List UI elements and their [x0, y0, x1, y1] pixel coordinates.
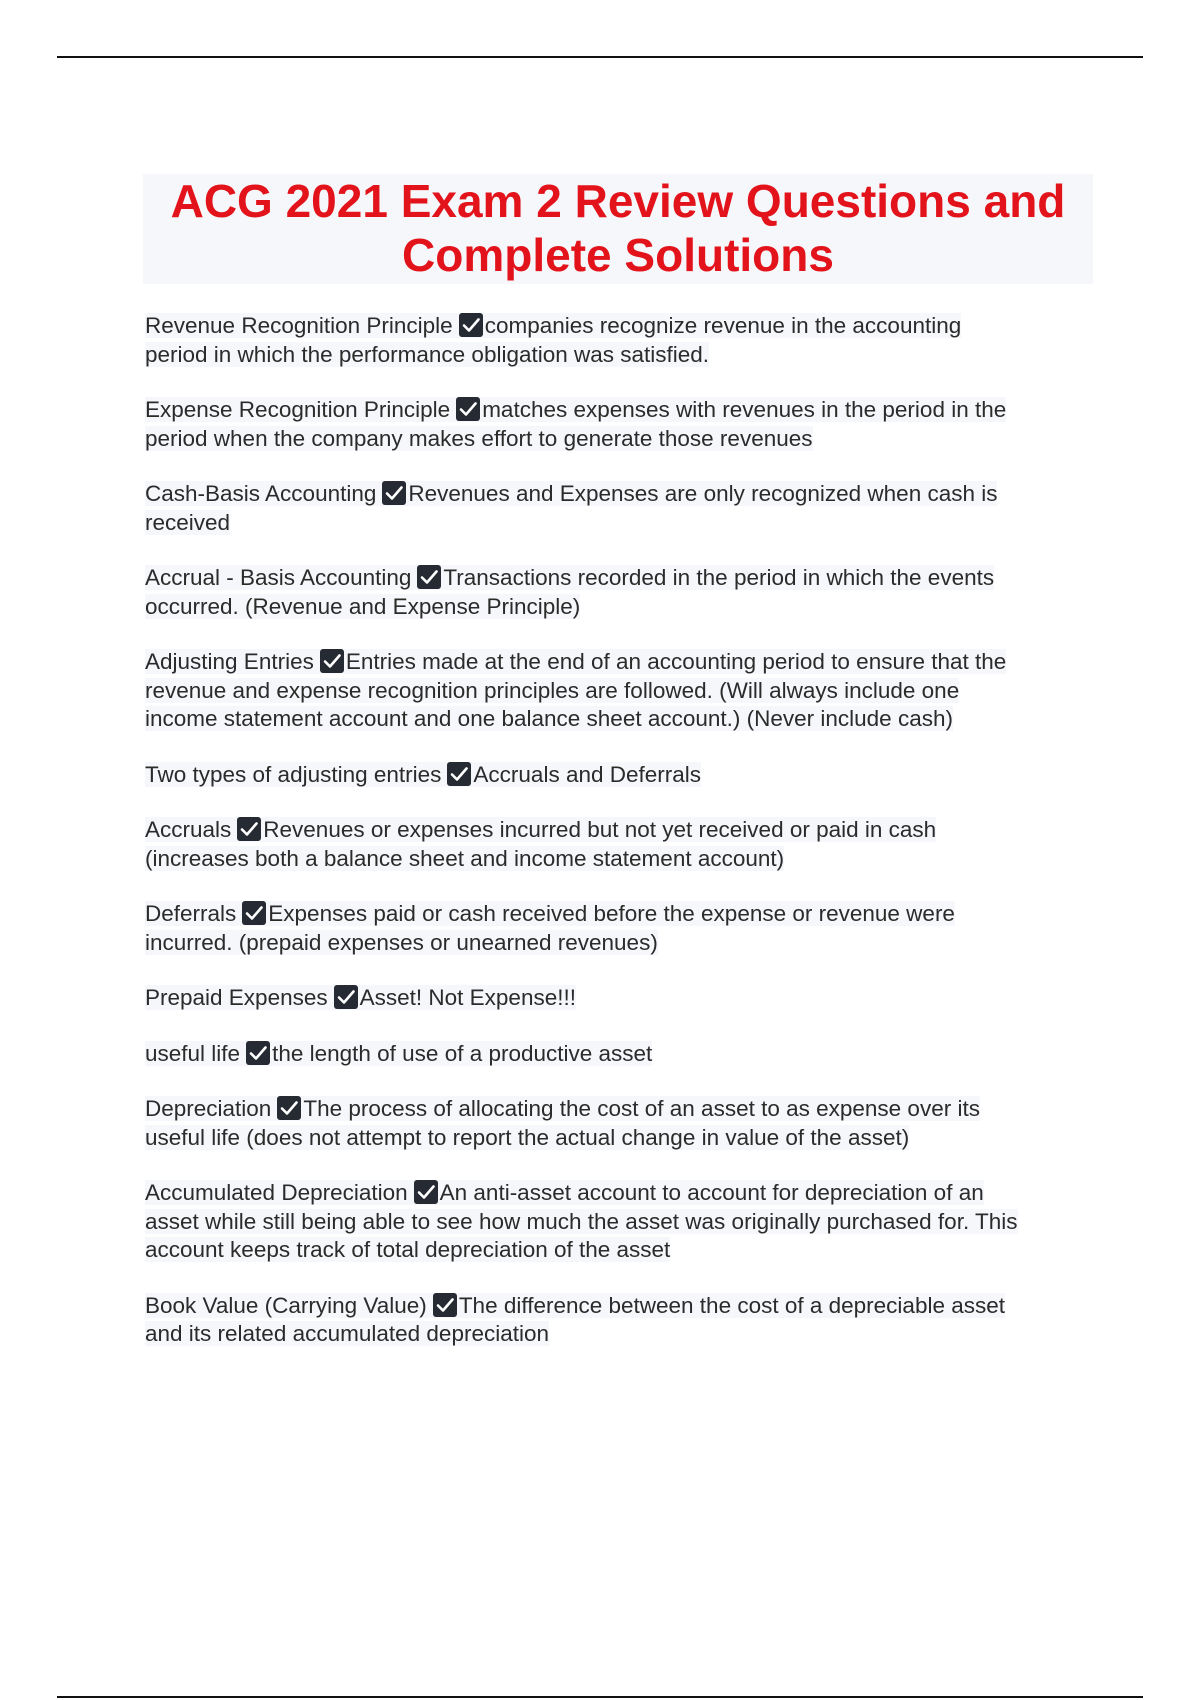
entry-definition-line: Revenues and Expenses are only recognized when cash is — [408, 481, 998, 506]
flashcard-entry — [145, 816, 1100, 873]
entry-text — [145, 313, 961, 367]
check-mark-icon — [246, 1041, 270, 1065]
entry-definition-line: Entries made at the end of an accounting period to ensure that the — [345, 649, 1007, 674]
flashcard-entry — [145, 900, 1100, 957]
flashcard-entry — [145, 396, 1100, 453]
check-mark-icon — [447, 762, 471, 786]
entry-text — [145, 565, 994, 619]
flashcard-entry — [145, 1095, 1100, 1152]
entry-text — [145, 1293, 1005, 1347]
flashcard-entry — [145, 564, 1100, 621]
entry-definition-line: Revenues or expenses incurred but not yet received or paid in cash — [263, 817, 937, 842]
entry-text — [145, 817, 936, 871]
entry-definition-line: account keeps track of total depreciation of the asset — [145, 1237, 671, 1262]
entry-term: Accrual - Basis Accounting — [145, 565, 412, 590]
entry-definition-line: received — [145, 509, 231, 535]
entry-definition-line: The process of allocating the cost of an asset to as expense over its — [303, 1096, 980, 1121]
entry-text — [145, 397, 1006, 451]
header-rule — [57, 56, 1143, 58]
entry-text — [145, 901, 955, 955]
entry-term: Deferrals — [145, 901, 237, 926]
entry-term: Revenue Recognition Principle — [145, 313, 453, 338]
entry-definition-line: The difference between the cost of a depreciable asset — [458, 1292, 1005, 1318]
entry-definition-line: income statement account and one balance sheet account.) (Never include cash) — [145, 706, 953, 731]
entry-term: Accruals — [145, 817, 232, 842]
flashcard-entry — [145, 761, 1100, 790]
entry-term: Accumulated Depreciation — [145, 1180, 408, 1205]
flashcard-list — [145, 312, 1100, 1376]
flashcard-entry — [145, 312, 1100, 369]
flashcard-entry — [145, 1040, 1100, 1069]
check-mark-icon — [414, 1180, 438, 1204]
check-mark-icon — [277, 1096, 301, 1120]
check-mark-icon — [242, 901, 266, 925]
entry-definition-line: the length of use of a productive asset — [272, 1040, 653, 1066]
flashcard-entry — [145, 480, 1100, 537]
title-line-2: Complete Solutions — [402, 229, 834, 281]
entry-term: Prepaid Expenses — [145, 985, 328, 1010]
flashcard-entry — [145, 648, 1100, 734]
entry-definition-line: Accruals and Deferrals — [473, 761, 702, 787]
entry-text — [145, 762, 701, 787]
entry-definition-line: period in which the performance obligation was satisfied. — [145, 341, 710, 367]
title-line-1: ACG 2021 Exam 2 Review Questions and — [170, 175, 1066, 227]
entry-text — [145, 1041, 652, 1066]
entry-term: Two types of adjusting entries — [145, 761, 442, 787]
entry-definition-line: period when the company makes effort to generate those revenues — [145, 425, 813, 451]
entry-term: Adjusting Entries — [145, 649, 314, 674]
entry-definition-line: occurred. (Revenue and Expense Principle) — [145, 593, 581, 619]
entry-definition-line: An anti-asset account to account for depreciation of an — [439, 1180, 984, 1205]
entry-definition-line: useful life (does not attempt to report the actual change in value of the asset) — [145, 1124, 910, 1150]
check-mark-icon — [237, 817, 261, 841]
entry-definition-line: companies recognize revenue in the accounting — [484, 313, 962, 338]
check-mark-icon — [417, 565, 441, 589]
entry-text — [145, 1180, 1018, 1262]
footer-rule — [57, 1696, 1143, 1698]
flashcard-entry — [145, 984, 1100, 1013]
entry-definition-line: incurred. (prepaid expenses or unearned revenues) — [145, 929, 658, 955]
document-title — [143, 174, 1093, 284]
entry-term: Depreciation — [145, 1096, 272, 1121]
check-mark-icon — [459, 313, 483, 337]
check-mark-icon — [320, 649, 344, 673]
check-mark-icon — [433, 1293, 457, 1317]
flashcard-entry — [145, 1292, 1100, 1349]
entry-definition-line: matches expenses with revenues in the period in the — [482, 397, 1007, 422]
entry-text — [145, 985, 576, 1010]
entry-text — [145, 649, 1006, 731]
entry-text — [145, 1096, 980, 1150]
entry-definition-line: revenue and expense recognition principles are followed. (Will always include one — [145, 677, 960, 703]
check-mark-icon — [334, 985, 358, 1009]
entry-text — [145, 481, 997, 535]
entry-definition-line: Transactions recorded in the period in which the events — [443, 565, 995, 590]
entry-definition-line: Asset! Not Expense!!! — [359, 985, 576, 1010]
entry-definition-line: asset while still being able to see how much the asset was originally purchased for. This — [145, 1208, 1018, 1234]
entry-definition-line: (increases both a balance sheet and income statement account) — [145, 845, 785, 871]
entry-definition-line: Expenses paid or cash received before the expense or revenue were — [268, 901, 955, 926]
entry-term: Cash-Basis Accounting — [145, 481, 377, 506]
check-mark-icon — [382, 481, 406, 505]
flashcard-entry — [145, 1179, 1100, 1265]
entry-term: Book Value (Carrying Value) — [145, 1292, 427, 1318]
entry-term: Expense Recognition Principle — [145, 397, 451, 422]
check-mark-icon — [456, 397, 480, 421]
entry-term: useful life — [145, 1040, 241, 1066]
entry-definition-line: and its related accumulated depreciation — [145, 1321, 550, 1346]
